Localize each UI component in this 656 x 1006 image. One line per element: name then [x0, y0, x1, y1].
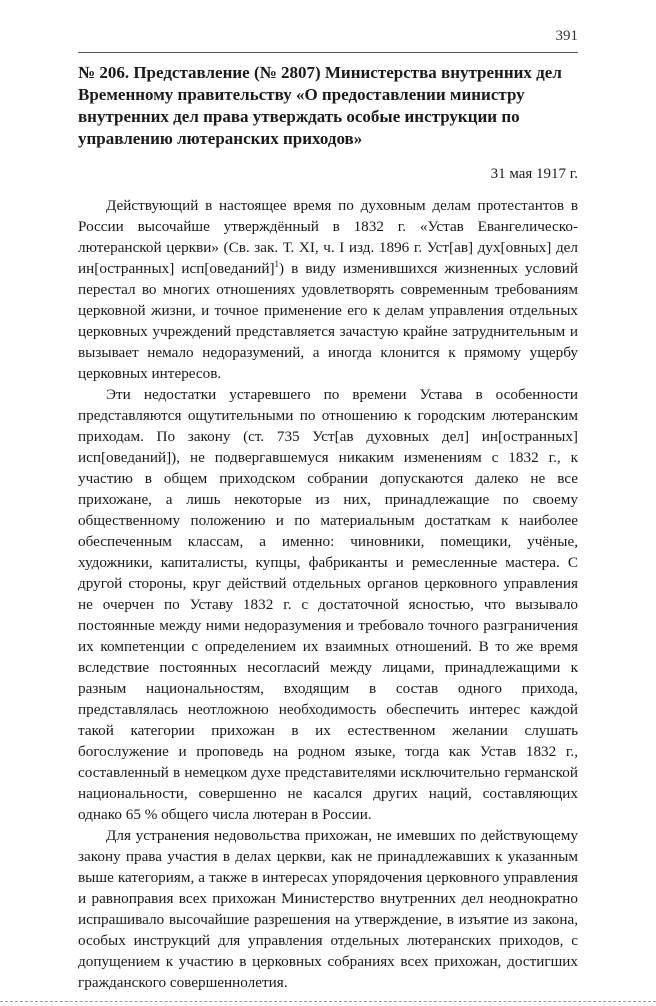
- paragraph-1-part2: ) в виду изменившихся жизненных условий перестал во многих отношениях удовлетворять современным требованиям церковной жизни, и точное применение его к делам управления отдельных церковных учреждений представляется зачастую крайне затруднительным и вызывает немало недоразумений, а иногда клонится к прямому ущербу церковных интересов.: [78, 260, 578, 382]
- document-title: № 206. Представление (№ 2807) Министерства внутренних дел Временному правительству «О предоставлении министру внутренних дел права утверждать особые инструкции по управлению лютеранских приходов»: [78, 63, 562, 148]
- paragraph-2: Эти недостатки устаревшего по времени Устава в особенности представляются ощутительными по отношению к городским лютеранским приходам. По закону (ст. 735 Уст[ав духовных дел] ин[остранных] исп[оведаний]), не подвергавшемуся никаким изменениям с 1832 г., к участию в общем приходском собрании допускаются далеко не все прихожане, а лишь некоторые из них, принадлежащие по своему общественному положению и по материальным достаткам к наиболее обеспеченным классам, а именно: чиновники, помещики, учёные, художники, капиталисты, купцы, фабриканты и ремесленные мастера. С другой стороны, круг действий отдельных органов церковного управления не очерчен по Уставу 1832 г. с достаточной ясностью, что вызывало постоянные между ними недоразумения и требовало точного разграничения их компетенции с определением их взаимных отношений. В то же время вследствие постоянных несогласий между лицами, принадлежащими к разным национальностям, входящим в состав одного прихода, представлялась неотложною необходимость обеспечить интерес каждой такой категории прихожан в их естественном желании слушать богослужение и проповедь на родном языке, тогда как Устав 1832 г., составленный в немецком духе представителями исключительно германской национальности, совершенно не касался других наций, составляющих однако 65 % общего числа лютеран в России.: [78, 386, 578, 823]
- header-rule: [78, 52, 578, 53]
- paragraph-1: [78, 195, 578, 384]
- document-body: [78, 62, 578, 993]
- footnote-marker[interactable]: 1: [274, 258, 280, 269]
- paragraph-3: Для устранения недовольства прихожан, не имевших по действующему закону права участия в делах церкви, как не принадлежавших к указанным выше категориям, а также в интересах упорядочения церковного управления и равноправия всех прихожан Министерство внутренних дел неоднократно испрашивало высочайшие разрешения на утверждение, в изъятие из закона, особых инструкций для управления отдельных лютеранских приходов, с допущением к участию в церковных собраниях всех прихожан, достигших гражданского совершеннолетия.: [78, 827, 578, 991]
- scan-edge-divider: [0, 1001, 656, 1002]
- document-date: 31 мая 1917 г.: [490, 166, 578, 182]
- page-number: 391: [555, 28, 578, 44]
- paragraph-1-part1: Действующий в настоящее время по духовным делам протестантов в России высочайше утверждённый в 1832 г. «Устав Евангелическо-лютеранской церкви» (Св. зак. Т. XI, ч. I изд. 1896 г. Уст[ав] дух[овных] дел ин[остранных] исп[оведаний]: [78, 197, 578, 277]
